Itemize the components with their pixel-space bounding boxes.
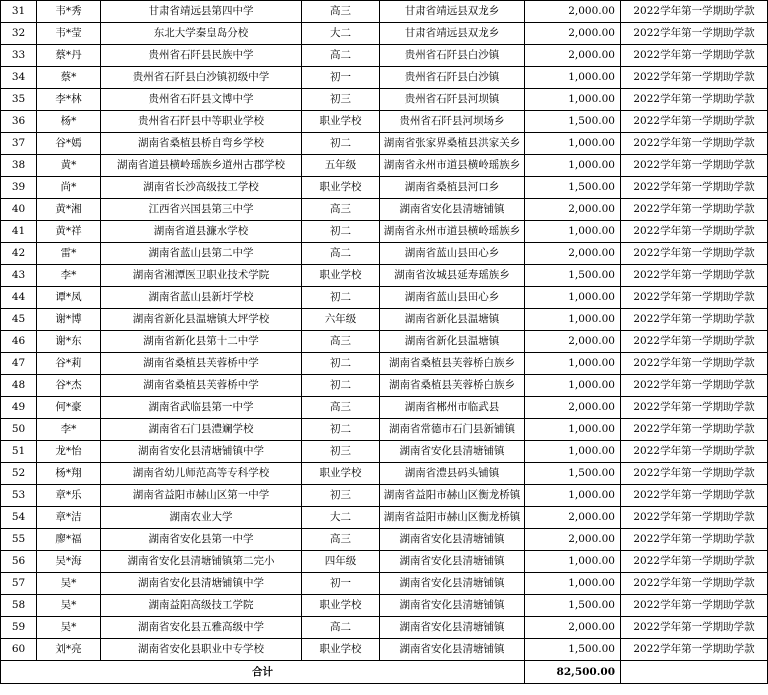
amount-cell: 1,000.00 [525,67,621,89]
student-name-cell: 吴* [37,573,101,595]
grade-cell: 初三 [302,485,380,507]
address-cell: 贵州省石阡县白沙镇 [380,67,525,89]
row-number-cell: 58 [1,595,37,617]
amount-cell: 1,500.00 [525,111,621,133]
address-cell: 湖南省永州市道县横岭瑶族乡 [380,221,525,243]
address-cell: 湖南省常德市石门县新铺镇 [380,419,525,441]
row-number-cell: 51 [1,441,37,463]
student-name-cell: 黄*湘 [37,199,101,221]
grade-cell: 四年级 [302,551,380,573]
school-name-cell: 湖南省桑植县桥自弯乡学校 [101,133,302,155]
student-name-cell: 李* [37,265,101,287]
amount-cell: 2,000.00 [525,507,621,529]
table-row [1,111,768,133]
note-cell: 2022学年第一学期助学款 [621,573,768,595]
amount-cell: 2,000.00 [525,23,621,45]
amount-cell: 1,000.00 [525,375,621,397]
grade-cell: 高二 [302,243,380,265]
address-cell: 湖南省桑植县芙蓉桥白族乡 [380,353,525,375]
row-number-cell: 60 [1,639,37,661]
note-cell: 2022学年第一学期助学款 [621,287,768,309]
grade-cell: 初二 [302,133,380,155]
school-name-cell: 湖南省湘潭医卫职业技术学院 [101,265,302,287]
row-number-cell: 36 [1,111,37,133]
row-number-cell: 42 [1,243,37,265]
note-cell: 2022学年第一学期助学款 [621,45,768,67]
row-number-cell: 50 [1,419,37,441]
amount-cell: 1,000.00 [525,221,621,243]
student-name-cell: 蔡* [37,67,101,89]
grade-cell: 初三 [302,89,380,111]
student-name-cell: 杨* [37,111,101,133]
student-name-cell: 杨*翔 [37,463,101,485]
row-number-cell: 32 [1,23,37,45]
amount-cell: 1,500.00 [525,265,621,287]
row-number-cell: 39 [1,177,37,199]
note-cell: 2022学年第一学期助学款 [621,243,768,265]
school-name-cell: 湖南省桑植县芙蓉桥中学 [101,353,302,375]
amount-cell: 2,000.00 [525,45,621,67]
row-number-cell: 41 [1,221,37,243]
student-name-cell: 龙*怡 [37,441,101,463]
table-row [1,287,768,309]
amount-cell: 2,000.00 [525,243,621,265]
note-cell: 2022学年第一学期助学款 [621,595,768,617]
school-name-cell: 湖南省长沙高级技工学校 [101,177,302,199]
note-cell: 2022学年第一学期助学款 [621,419,768,441]
table-row [1,353,768,375]
note-cell: 2022学年第一学期助学款 [621,463,768,485]
table-row [1,177,768,199]
total-label: 合计 [1,661,525,684]
grade-cell: 高三 [302,331,380,353]
school-name-cell: 湖南省道县濂水学校 [101,221,302,243]
table-row [1,67,768,89]
amount-cell: 1,000.00 [525,309,621,331]
row-number-cell: 49 [1,397,37,419]
amount-cell: 1,500.00 [525,463,621,485]
table-row [1,617,768,639]
student-name-cell: 谢*东 [37,331,101,353]
note-cell: 2022学年第一学期助学款 [621,199,768,221]
note-cell: 2022学年第一学期助学款 [621,331,768,353]
student-name-cell: 黄* [37,155,101,177]
table-row [1,529,768,551]
row-number-cell: 45 [1,309,37,331]
address-cell: 甘肃省靖远县双龙乡 [380,23,525,45]
table-body [1,1,768,661]
student-name-cell: 章*洁 [37,507,101,529]
table-row [1,639,768,661]
school-name-cell: 湖南省安化县五雅高级中学 [101,617,302,639]
grade-cell: 职业学校 [302,463,380,485]
student-name-cell: 吴*海 [37,551,101,573]
school-name-cell: 湖南省蓝山县新圩学校 [101,287,302,309]
table-row [1,265,768,287]
school-name-cell: 湖南省石门县澧斓学校 [101,419,302,441]
table-row [1,595,768,617]
table-row [1,23,768,45]
table-row [1,419,768,441]
table-row [1,133,768,155]
row-number-cell: 54 [1,507,37,529]
student-name-cell: 刘*亮 [37,639,101,661]
student-name-cell: 韦*莹 [37,23,101,45]
table-row [1,441,768,463]
note-cell: 2022学年第一学期助学款 [621,221,768,243]
school-name-cell: 贵州省石阡县中等职业学校 [101,111,302,133]
table-row [1,243,768,265]
student-name-cell: 谷*嫣 [37,133,101,155]
amount-cell: 2,000.00 [525,331,621,353]
amount-cell: 1,500.00 [525,177,621,199]
school-name-cell: 湖南省益阳市赫山区第一中学 [101,485,302,507]
grade-cell: 高三 [302,529,380,551]
amount-cell: 1,000.00 [525,419,621,441]
row-number-cell: 56 [1,551,37,573]
row-number-cell: 44 [1,287,37,309]
grade-cell: 初二 [302,353,380,375]
student-name-cell: 谷*杰 [37,375,101,397]
school-name-cell: 贵州省石阡县民族中学 [101,45,302,67]
table-row [1,221,768,243]
school-name-cell: 湖南省道县横岭瑶族乡道州古郡学校 [101,155,302,177]
grade-cell: 职业学校 [302,177,380,199]
school-name-cell: 甘肃省靖远县第四中学 [101,1,302,23]
note-cell: 2022学年第一学期助学款 [621,309,768,331]
row-number-cell: 33 [1,45,37,67]
address-cell: 湖南省蓝山县田心乡 [380,287,525,309]
school-name-cell: 贵州省石阡县白沙镇初级中学 [101,67,302,89]
school-name-cell: 湖南省武临县第一中学 [101,397,302,419]
table-row [1,485,768,507]
grade-cell: 初二 [302,221,380,243]
address-cell: 湖南省桑植县芙蓉桥白族乡 [380,375,525,397]
table-row [1,463,768,485]
table-row [1,573,768,595]
amount-cell: 2,000.00 [525,199,621,221]
amount-cell: 2,000.00 [525,529,621,551]
amount-cell: 2,000.00 [525,397,621,419]
grade-cell: 初二 [302,287,380,309]
grade-cell: 职业学校 [302,639,380,661]
school-name-cell: 湖南省安化县职业中专学校 [101,639,302,661]
table-row [1,331,768,353]
note-cell: 2022学年第一学期助学款 [621,89,768,111]
row-number-cell: 53 [1,485,37,507]
total-row [1,661,768,684]
school-name-cell: 湖南省安化县清塘铺镇中学 [101,573,302,595]
table-row [1,375,768,397]
row-number-cell: 57 [1,573,37,595]
address-cell: 湖南省蓝山县田心乡 [380,243,525,265]
address-cell: 湖南省安化县清塘铺镇 [380,595,525,617]
school-name-cell: 湖南农业大学 [101,507,302,529]
address-cell: 湖南省安化县清塘铺镇 [380,573,525,595]
note-cell: 2022学年第一学期助学款 [621,441,768,463]
row-number-cell: 37 [1,133,37,155]
note-cell: 2022学年第一学期助学款 [621,133,768,155]
table-row [1,551,768,573]
school-name-cell: 湖南省蓝山县第二中学 [101,243,302,265]
address-cell: 湖南省益阳市赫山区衡龙桥镇 [380,507,525,529]
row-number-cell: 46 [1,331,37,353]
note-cell: 2022学年第一学期助学款 [621,551,768,573]
note-cell: 2022学年第一学期助学款 [621,177,768,199]
grade-cell: 职业学校 [302,111,380,133]
address-cell: 湖南省张家界桑植县洪家关乡 [380,133,525,155]
row-number-cell: 52 [1,463,37,485]
address-cell: 湖南省安化县清塘铺镇 [380,529,525,551]
school-name-cell: 东北大学秦皇岛分校 [101,23,302,45]
note-cell: 2022学年第一学期助学款 [621,67,768,89]
address-cell: 贵州省石阡县河坝镇 [380,89,525,111]
row-number-cell: 38 [1,155,37,177]
amount-cell: 1,000.00 [525,287,621,309]
amount-cell: 2,000.00 [525,1,621,23]
row-number-cell: 35 [1,89,37,111]
amount-cell: 1,000.00 [525,441,621,463]
note-cell: 2022学年第一学期助学款 [621,485,768,507]
amount-cell: 1,000.00 [525,573,621,595]
address-cell: 湖南省安化县清塘铺镇 [380,617,525,639]
student-name-cell: 李* [37,419,101,441]
table-row [1,507,768,529]
grade-cell: 初二 [302,419,380,441]
note-cell: 2022学年第一学期助学款 [621,353,768,375]
table-row [1,155,768,177]
table-row [1,1,768,23]
grade-cell: 高三 [302,199,380,221]
address-cell: 湖南省澧县码头铺镇 [380,463,525,485]
grade-cell: 初一 [302,573,380,595]
table-row [1,309,768,331]
note-cell: 2022学年第一学期助学款 [621,507,768,529]
amount-cell: 1,500.00 [525,639,621,661]
student-name-cell: 何*豪 [37,397,101,419]
amount-cell: 1,000.00 [525,551,621,573]
note-cell: 2022学年第一学期助学款 [621,375,768,397]
grade-cell: 职业学校 [302,265,380,287]
amount-cell: 1,000.00 [525,133,621,155]
student-name-cell: 尚* [37,177,101,199]
student-name-cell: 韦*秀 [37,1,101,23]
amount-cell: 1,500.00 [525,595,621,617]
student-name-cell: 李*林 [37,89,101,111]
school-name-cell: 湖南省安化县第一中学 [101,529,302,551]
address-cell: 湖南省永州市道县横岭瑶族乡 [380,155,525,177]
address-cell: 湖南省新化县温塘镇 [380,331,525,353]
row-number-cell: 31 [1,1,37,23]
grade-cell: 高二 [302,45,380,67]
student-name-cell: 章*乐 [37,485,101,507]
student-name-cell: 谢*博 [37,309,101,331]
school-name-cell: 江西省兴国县第三中学 [101,199,302,221]
grade-cell: 职业学校 [302,595,380,617]
grade-cell: 初二 [302,375,380,397]
grade-cell: 大二 [302,507,380,529]
school-name-cell: 湖南省安化县清塘铺镇第二完小 [101,551,302,573]
amount-cell: 1,000.00 [525,353,621,375]
school-name-cell: 湖南省新化县第十二中学 [101,331,302,353]
address-cell: 贵州省石阡县白沙镇 [380,45,525,67]
amount-cell: 1,000.00 [525,485,621,507]
grade-cell: 五年级 [302,155,380,177]
address-cell: 湖南省郴州市临武县 [380,397,525,419]
total-amount: 82,500.00 [525,661,621,684]
row-number-cell: 59 [1,617,37,639]
student-name-cell: 廖*福 [37,529,101,551]
row-number-cell: 55 [1,529,37,551]
student-name-cell: 谭*凤 [37,287,101,309]
address-cell: 湖南省益阳市赫山区衡龙桥镇 [380,485,525,507]
amount-cell: 2,000.00 [525,617,621,639]
school-name-cell: 贵州省石阡县文博中学 [101,89,302,111]
row-number-cell: 40 [1,199,37,221]
address-cell: 湖南省安化县清塘铺镇 [380,441,525,463]
school-name-cell: 湖南省新化县温塘镇大坪学校 [101,309,302,331]
amount-cell: 1,000.00 [525,89,621,111]
student-name-cell: 谷*莉 [37,353,101,375]
school-name-cell: 湖南省安化县清塘铺镇中学 [101,441,302,463]
address-cell: 贵州省石阡县河坝场乡 [380,111,525,133]
address-cell: 湖南省桑植县河口乡 [380,177,525,199]
amount-cell: 1,000.00 [525,155,621,177]
address-cell: 湖南省安化县清塘铺镇 [380,639,525,661]
total-note [621,661,768,684]
note-cell: 2022学年第一学期助学款 [621,1,768,23]
note-cell: 2022学年第一学期助学款 [621,529,768,551]
address-cell: 湖南省安化县清塘铺镇 [380,551,525,573]
student-name-cell: 吴* [37,617,101,639]
table-row [1,397,768,419]
student-name-cell: 吴* [37,595,101,617]
student-name-cell: 蔡*丹 [37,45,101,67]
address-cell: 湖南省安化县清塘铺镇 [380,199,525,221]
note-cell: 2022学年第一学期助学款 [621,617,768,639]
school-name-cell: 湖南省桑植县芙蓉桥中学 [101,375,302,397]
grade-cell: 初三 [302,441,380,463]
note-cell: 2022学年第一学期助学款 [621,23,768,45]
grade-cell: 高三 [302,397,380,419]
grade-cell: 高三 [302,1,380,23]
grade-cell: 初一 [302,67,380,89]
note-cell: 2022学年第一学期助学款 [621,265,768,287]
row-number-cell: 47 [1,353,37,375]
note-cell: 2022学年第一学期助学款 [621,155,768,177]
note-cell: 2022学年第一学期助学款 [621,639,768,661]
school-name-cell: 湖南益阳高级技工学院 [101,595,302,617]
school-name-cell: 湖南省幼儿师范高等专科学校 [101,463,302,485]
table-row [1,199,768,221]
student-name-cell: 黄*祥 [37,221,101,243]
table-row [1,45,768,67]
grade-cell: 大二 [302,23,380,45]
grade-cell: 高二 [302,617,380,639]
note-cell: 2022学年第一学期助学款 [621,111,768,133]
grade-cell: 六年级 [302,309,380,331]
row-number-cell: 34 [1,67,37,89]
table-row [1,89,768,111]
note-cell: 2022学年第一学期助学款 [621,397,768,419]
address-cell: 湖南省汝城县延寿瑶族乡 [380,265,525,287]
address-cell: 甘肃省靖远县双龙乡 [380,1,525,23]
row-number-cell: 48 [1,375,37,397]
student-name-cell: 雷* [37,243,101,265]
row-number-cell: 43 [1,265,37,287]
address-cell: 湖南省新化县温塘镇 [380,309,525,331]
